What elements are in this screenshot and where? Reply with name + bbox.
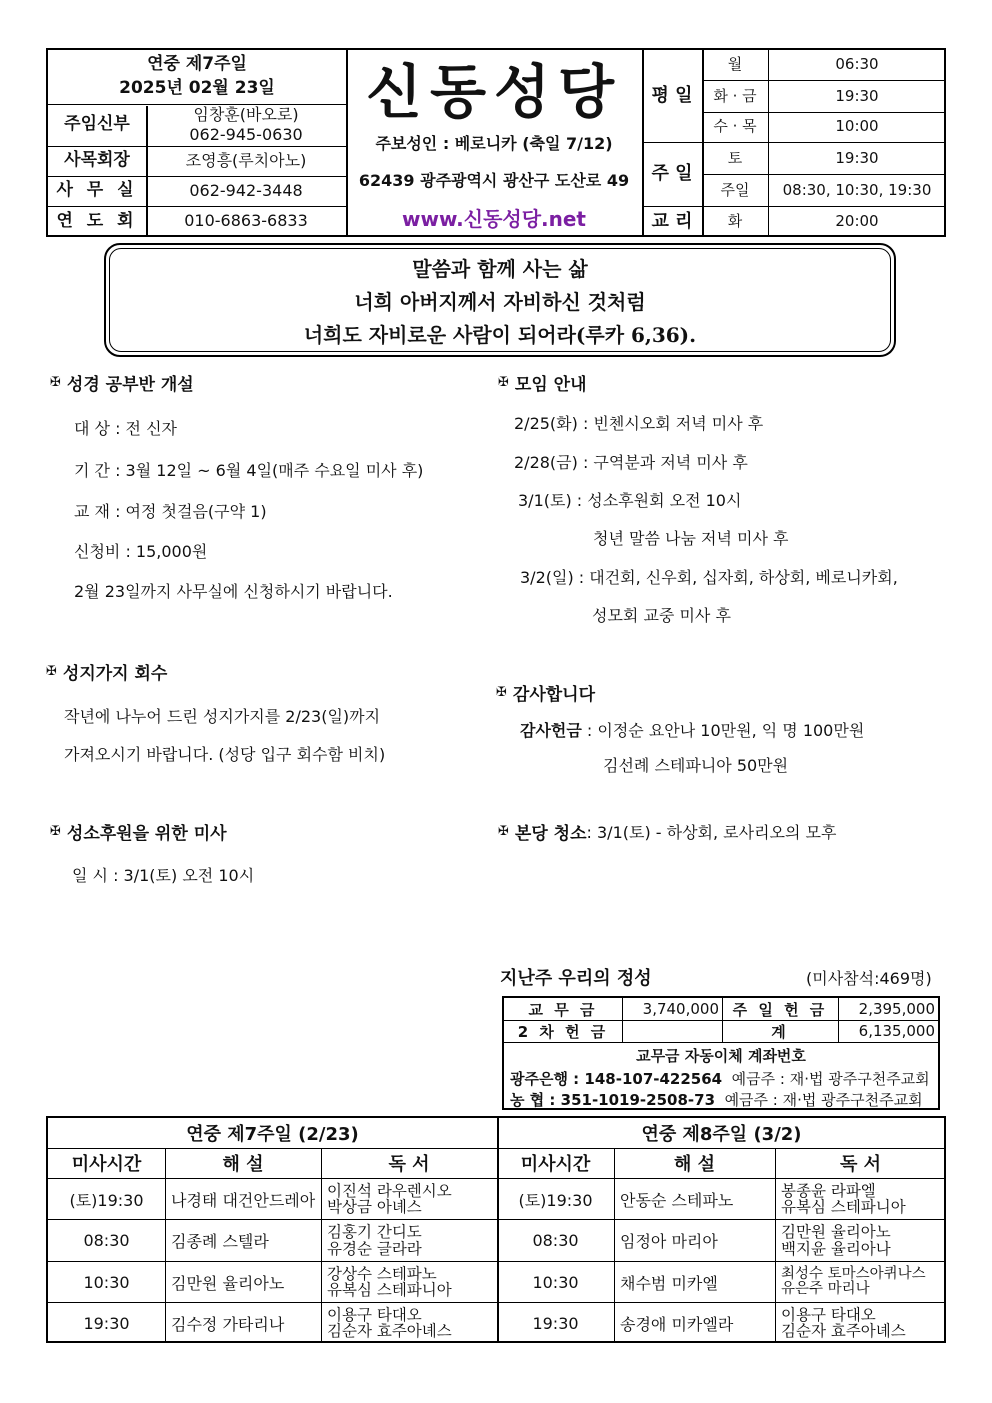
table-row-commentator: 임정아 마리아 — [620, 1232, 718, 1251]
banner-line-2: 너희 아버지께서 자비하신 것처럼 — [354, 289, 646, 314]
ministry-schedule-table — [46, 1116, 946, 1343]
parish-name: 신동성당 — [365, 57, 623, 126]
bible-study-title: ✠ 성경 공부반 개설 — [50, 375, 194, 395]
week7-title: 연중 제7주일 (2/23) — [186, 1124, 359, 1145]
table-row-readers: 이용구 타대오 김순자 효주아녜스 — [781, 1305, 906, 1340]
banner-line-1: 말씀과 함께 사는 삶 — [412, 256, 588, 281]
vocation-mass-title: ✠ 성소후원을 위한 미사 — [50, 824, 227, 844]
meeting-item-4: 청년 말씀 나눔 저녁 미사 후 — [593, 529, 789, 548]
table-row-readers: 김홍기 간디도 유경순 글라라 — [327, 1223, 422, 1258]
weekday-day-mon: 월 — [727, 55, 743, 74]
council-label: 사목회장 — [64, 150, 130, 171]
palm-line-2: 가져오시기 바랍니다. (성당 입구 회수함 비치) — [64, 745, 386, 764]
week-title: 연중 제7주일 — [147, 54, 247, 75]
offering-title: 지난주 우리의 정성 — [500, 968, 652, 989]
table-row-commentator: 김만원 율리아노 — [171, 1273, 285, 1293]
council-president: 조영흥(루치아노) — [185, 150, 307, 170]
offering-label-total: 계 — [771, 1022, 789, 1041]
meeting-item-2: 2/28(금) : 구역분과 저녁 미사 후 — [514, 453, 748, 472]
offering-label-sunday: 주 일 헌 금 — [732, 1000, 828, 1019]
pastor-label: 주임신부 — [64, 114, 130, 135]
meeting-item-3: 3/1(토) : 성소후원회 오전 10시 — [518, 491, 742, 510]
bible-study-note: 2월 23일까지 사무실에 신청하시기 바랍니다. — [74, 582, 393, 601]
parish-address: 62439 광주광역시 광산구 도산로 49 — [358, 170, 630, 190]
week8-title: 연중 제8주일 (3/2) — [641, 1124, 802, 1145]
cleaning-notice: ✠ 본당 청소 : 3/1(토) - 하상회, 로사리오의 모후 — [498, 819, 836, 844]
vocation-mass-line: 일 시 : 3/1(토) 오전 10시 — [72, 866, 255, 885]
maltese-cross-icon: ✠ — [498, 824, 509, 839]
col-header-commentator: 해 설 — [673, 1154, 716, 1175]
table-row-commentator: 채수범 미카엘 — [620, 1273, 718, 1293]
table-row-readers: 이용구 타대오 김순자 효주아녜스 — [327, 1305, 452, 1340]
table-row-time: 10:30 — [83, 1272, 130, 1292]
bulletin-header — [46, 48, 946, 237]
account-row-2: 농 협 : 351-1019-2508-73 예금주 : 재·법 광주구천주교회 — [510, 1091, 923, 1109]
thanks-label: 감사헌금 — [520, 721, 582, 740]
bible-study-fee: 신청비 : 15,000원 — [74, 542, 208, 561]
table-row-time: 08:30 — [83, 1231, 130, 1250]
table-row-time: 08:30 — [532, 1231, 579, 1250]
patron-saint: 주보성인 : 베로니카 (축일 7/12) — [375, 133, 613, 153]
pastor-name: 임창훈(바오로) — [193, 104, 299, 124]
bible-study-target: 대 상 : 전 신자 — [74, 419, 178, 438]
banner-line-3: 너희도 자비로운 사람이 되어라(루카 6,36). — [303, 322, 697, 347]
maltese-cross-icon: ✠ — [496, 685, 507, 700]
deanery-phone: 010-6863-6833 — [184, 211, 308, 231]
table-row-readers: 강상수 스테파노 유복심 스테파니아 — [327, 1264, 452, 1299]
meeting-item-6: 성모회 교중 미사 후 — [592, 606, 731, 625]
office-phone: 062-942-3448 — [189, 180, 303, 200]
pastor-phone: 062-945-0630 — [189, 124, 303, 144]
sunday-time-sun: 08:30, 10:30, 19:30 — [782, 180, 932, 199]
maltese-cross-icon: ✠ — [46, 664, 57, 679]
thanks-line-2: 김선례 스테파니아 50만원 — [603, 756, 789, 775]
palm-line-1: 작년에 나누어 드린 성지가지를 2/23(일)까지 — [64, 707, 381, 726]
table-row-commentator: 나경태 대건안드레아 — [171, 1190, 316, 1210]
mass-attendance: (미사참석:469명) — [806, 969, 932, 988]
weekday-time-mon: 06:30 — [835, 55, 879, 74]
office-label: 사 무 실 — [56, 180, 138, 201]
col-header-reader: 독 서 — [839, 1154, 882, 1175]
sunday-time-sat: 19:30 — [835, 148, 879, 167]
bible-study-textbook: 교 재 : 여정 첫걸음(구약 1) — [74, 502, 267, 521]
table-row-readers: 이진석 라우렌시오 박상금 아녜스 — [327, 1181, 452, 1216]
thanks-line-1: 감사헌금 : 이정순 요안나 10만원, 익 명 100만원 — [520, 721, 865, 740]
table-row-readers: 봉종윤 라파엘 유복심 스테파니아 — [781, 1181, 906, 1216]
maltese-cross-icon: ✠ — [50, 375, 61, 390]
table-row-readers: 김만원 율리아노 백지윤 율리아나 — [781, 1223, 891, 1258]
table-row-commentator: 김수정 가타리나 — [171, 1314, 285, 1334]
table-row-commentator: 김종례 스텔라 — [171, 1232, 269, 1251]
maltese-cross-icon: ✠ — [50, 824, 61, 839]
weekday-label: 평 일 — [651, 84, 693, 106]
table-row-time: 19:30 — [532, 1313, 579, 1333]
meeting-item-1: 2/25(화) : 빈첸시오회 저녁 미사 후 — [514, 414, 764, 433]
sunday-day-sun: 주일 — [720, 180, 750, 199]
offering-label-tithe: 교 무 금 — [528, 1000, 598, 1019]
table-row-time: (토)19:30 — [69, 1190, 144, 1210]
catechism-time: 20:00 — [835, 212, 879, 231]
bible-study-period: 기 간 : 3월 12일 ~ 6월 4일(매주 수요일 미사 후) — [74, 461, 424, 480]
weekday-day-wed-thu: 수 · 목 — [713, 117, 757, 136]
scripture-banner — [104, 243, 896, 357]
table-row-time: 10:30 — [532, 1272, 579, 1292]
offering-value-second — [622, 1020, 722, 1042]
palm-title: ✠ 성지가지 회수 — [46, 664, 168, 684]
offering-value-total: 6,135,000 — [858, 1022, 935, 1040]
table-row-time: 19:30 — [83, 1313, 130, 1333]
catechism-label: 교 리 — [651, 210, 693, 232]
bulletin-date: 2025년 02월 23일 — [119, 78, 275, 99]
meetings-title: ✠ 모임 안내 — [498, 375, 587, 395]
table-row-commentator: 송경애 미카엘라 — [620, 1314, 734, 1334]
thanks-title: ✠ 감사합니다 — [496, 685, 596, 705]
meeting-item-5: 3/2(일) : 대건회, 신우회, 십자회, 하상회, 베로니카회, — [520, 568, 898, 587]
maltese-cross-icon: ✠ — [498, 375, 509, 390]
cleaning-title: 본당 청소 — [514, 824, 587, 844]
col-header-time: 미사시간 — [520, 1154, 591, 1175]
col-header-commentator: 해 설 — [222, 1154, 264, 1175]
sunday-label: 주 일 — [651, 162, 693, 184]
offering-value-sunday: 2,395,000 — [858, 1000, 935, 1018]
account-row-1: 광주은행 : 148-107-422564 예금주 : 재·법 광주구천주교회 — [510, 1070, 930, 1088]
offering-value-tithe: 3,740,000 — [642, 1000, 719, 1018]
table-row-readers: 최성수 토마스아퀴나스 유은주 마리나 — [781, 1265, 926, 1297]
catechism-day: 화 — [727, 212, 743, 231]
parish-website[interactable]: www.신동성당.net — [402, 206, 586, 231]
table-row-commentator: 안동순 스테파노 — [620, 1190, 734, 1210]
col-header-reader: 독 서 — [388, 1154, 430, 1175]
account-title: 교무금 자동이체 계좌번호 — [636, 1046, 806, 1065]
table-row-time: (토)19:30 — [518, 1190, 593, 1210]
offering-table — [502, 996, 940, 1110]
sunday-day-sat: 토 — [727, 148, 743, 167]
weekday-day-tue-fri: 화 · 금 — [713, 86, 757, 105]
deanery-label: 연 도 회 — [56, 210, 138, 231]
weekday-time-wed-thu: 10:00 — [835, 117, 879, 136]
col-header-time: 미사시간 — [71, 1154, 142, 1175]
weekday-time-tue-fri: 19:30 — [835, 86, 879, 105]
offering-label-second: 2 차 헌 금 — [517, 1022, 609, 1041]
